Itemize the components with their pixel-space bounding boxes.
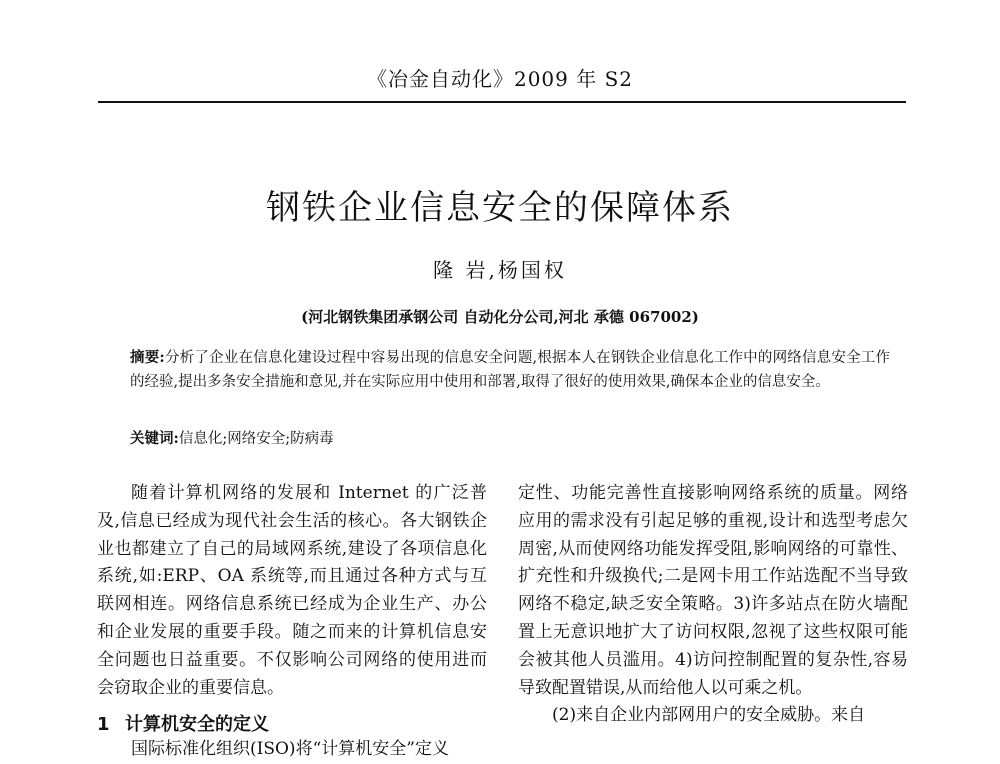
abstract <box>130 346 890 394</box>
section-title: 计算机安全的定义 <box>125 714 269 735</box>
journal-header: 《冶金自动化》2009 年 S2 <box>366 67 634 91</box>
keywords <box>130 427 334 448</box>
section-number: 1 <box>97 714 110 735</box>
section-heading <box>97 710 269 736</box>
left-column <box>97 480 487 702</box>
right-paragraph-1: 定性、功能完善性直接影响网络系统的质量。网络应用的需求没有引起足够的重视,设计和选型考虑欠周密,从而使网络功能发挥受阻,影响网络的可靠性、扩充性和升级换代;二是网卡用工作站选配不当导致网络不稳定,缺乏安全策略。3)许多站点在防火墙配置上无意识地扩大了访问权限,忽视了这些权限可能会被其他人员滥用。4)访问控制配置的复杂性,容易导致配置错误,从而给他人以可乘之机。 <box>518 483 908 698</box>
section-paragraph: 国际标准化组织(ISO)将“计算机安全”定义 <box>131 739 449 759</box>
abstract-text: 分析了企业在信息化建设过程中容易出现的信息安全问题,根据本人在钢铁企业信息化工作中的网络信息安全工作的经验,提出多条安全措施和意见,并在实际应用中使用和部署,取得了很好的使用效果,确保本企业的信息安全。 <box>130 350 890 390</box>
right-paragraph-2: (2)来自企业内部网用户的安全威胁。来自 <box>552 705 866 726</box>
right-column <box>518 480 908 730</box>
abstract-label: 摘要: <box>130 349 165 366</box>
article-title: 钢铁企业信息安全的保障体系 <box>266 188 734 228</box>
article-authors: 隆 岩,杨国权 <box>433 258 567 282</box>
keywords-text: 信息化;网络安全;防病毒 <box>178 431 334 447</box>
intro-paragraph: 随着计算机网络的发展和 Internet 的广泛普及,信息已经成为现代社会生活的核心。各大钢铁企业也都建立了自己的局域网系统,建设了各项信息化系统,如:ERP、OA 系统等,而且通过各种方式与互联网相连。网络信息系统已经成为企业生产、办公和企业发展的重要手段。随之而来的计算机信息安全问题也日益重要。不仅影响公司网络的使用进而会窃取企业的重要信息。 <box>97 483 487 698</box>
keywords-label: 关键词: <box>130 430 179 447</box>
header-rule <box>98 101 906 103</box>
article-affiliation: (河北钢铁集团承钢公司 自动化分公司,河北 承德 067002) <box>301 308 699 326</box>
